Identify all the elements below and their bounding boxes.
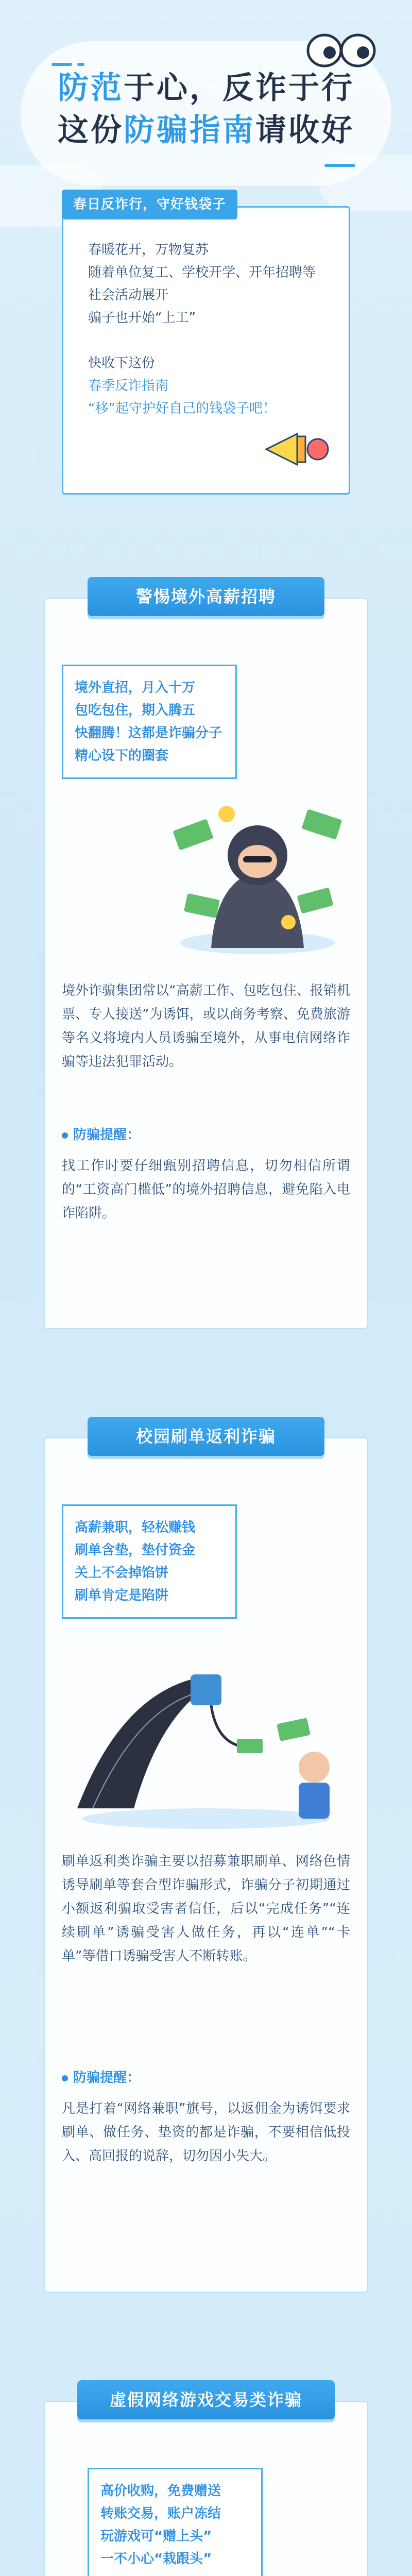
page-title [46, 67, 366, 151]
section-3-title [77, 2380, 335, 2419]
title-text: 请收好 [255, 112, 354, 148]
quote-line: 刷单含垫，垫付资金 [75, 1543, 196, 1558]
quote-line: 关上不会掉馅饼 [75, 1565, 169, 1581]
section-2-body: 刷单返利类诈骗主要以招募兼职刷单、网络色情诱导刷单等套合型诈骗形式，诈骗分子初期通过小额返利骗取受害者信任，后以“完成任务”“连续刷单”诱骗受害人做任务，再以“连单”“卡单”等借口诱骗受害人不断转账。 [62, 1854, 350, 1964]
section-2-tip: 凡是打着“网络兼职”旗号，以返佣金为诱饵要求刷单、做任务、垫资的都是诈骗，不要相信低投入、高回报的说辞，切勿因小失大。 [62, 2101, 350, 2164]
quote-line: 高薪兼职，轻松赚钱 [75, 1520, 196, 1535]
title-highlight: 防骗指南 [124, 112, 255, 148]
tip-title-text: 防骗提醒： [73, 2070, 141, 2086]
cloud-deco [319, 155, 412, 211]
section-1-title-text: 警惕境外高薪招聘 [135, 587, 276, 606]
quote-line: 精心设下的圈套 [75, 748, 169, 764]
bullet-icon [62, 2075, 68, 2081]
section-2-quote [62, 1504, 237, 1619]
tip-title-text: 防骗提醒： [73, 1127, 141, 1143]
section-2-title [88, 1417, 324, 1456]
quote-line: 转账交易，账户冻结 [100, 2506, 221, 2521]
title-highlight: 防范 [58, 70, 124, 106]
section-3-quote [88, 2468, 263, 2576]
intro-line: “移”起守护好自己的钱袋子吧！ [88, 401, 276, 416]
deco-dash [324, 164, 355, 167]
quote-line: 包吃包住，期入腾五 [75, 703, 196, 718]
intro-line: 快收下这份 [88, 355, 156, 371]
scammer-illustration [154, 793, 350, 958]
quote-line: 一不小心“栽跟头” [100, 2551, 212, 2567]
intro-line: 社会活动展开 [88, 287, 169, 303]
slogan-tag: 春日反诈行，守好钱袋子 [62, 190, 237, 219]
intro-line: 春暖花开，万物复苏 [88, 242, 209, 258]
section-1-body: 境外诈骗集团常以“高薪工作、包吃包住、报销机票、专人接送”为诱饵，或以商务考察、免费旅游等名义将境内人员诱骗至境外，从事电信网络诈骗等违法犯罪活动。 [62, 983, 350, 1070]
quote-line: 快翻腾！这都是诈骗分子 [75, 725, 222, 741]
quote-line: 玩游戏可“赠上头” [100, 2529, 212, 2544]
intro-highlight: 春季反诈指南 [88, 378, 169, 394]
quote-line: 高价收购，免费赠送 [100, 2483, 221, 2499]
section-1-quote [62, 665, 237, 779]
section-2-title-text: 校园刷单返利诈骗 [135, 1427, 276, 1446]
section-3-title-text: 虚假网络游戏交易类诈骗 [109, 2390, 302, 2410]
intro-line: 骗子也开始“上工” [88, 310, 196, 326]
section-1-tip: 找工作时要仔细甄别招聘信息，切勿相信所谓的“工资高门槛低”的境外招聘信息，避免陷入电诈陷阱。 [62, 1158, 350, 1221]
quote-line: 境外直招，月入十万 [75, 680, 196, 696]
intro-card [62, 206, 350, 495]
hero [0, 0, 412, 546]
eyes-icon [301, 30, 379, 71]
intro-line: 随着单位复工、学校开学、开年招聘等 [88, 265, 316, 280]
bullet-icon [62, 1132, 68, 1139]
title-text: 于心，反诈于行 [124, 70, 354, 106]
deco-dash [77, 63, 84, 66]
section-1-tip-title [62, 1123, 140, 1147]
quote-line: 刷单肯定是陷阱 [75, 1588, 169, 1603]
megaphone-icon [256, 421, 333, 478]
deco-dash [52, 63, 72, 66]
hook-illustration [57, 1638, 355, 1834]
title-text: 这份 [58, 112, 124, 148]
section-2-tip-title [62, 2066, 140, 2090]
section-1-title [88, 577, 324, 616]
